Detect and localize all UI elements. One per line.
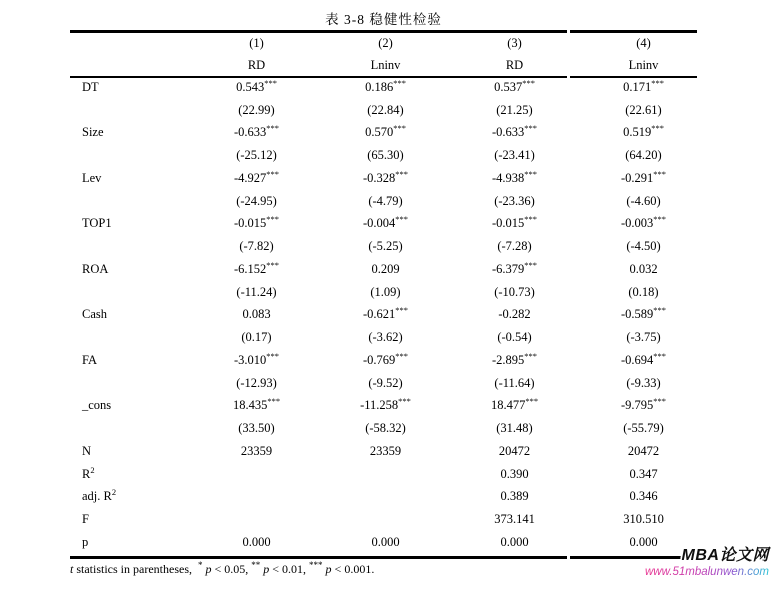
stat-cell: 23359: [240, 443, 273, 458]
significance-stars: **: [251, 560, 261, 570]
tstat-cell: (21.25): [496, 102, 533, 117]
tstat-cell: (-4.79): [368, 193, 403, 208]
column-number: (1): [249, 35, 264, 50]
stat-cell: 20472: [498, 443, 531, 458]
row-label-empty: [70, 144, 192, 167]
coefficient-cell: -6.152***: [233, 259, 280, 276]
p-symbol: p: [325, 562, 332, 576]
dependent-variable-row: [70, 54, 708, 76]
tstat-cell: (64.20): [625, 148, 662, 163]
tstat-cell: (22.84): [367, 102, 404, 117]
tstat-cell: (-11.24): [236, 284, 277, 299]
tstat-cell: (-4.50): [626, 239, 661, 254]
footnote-text: statistics in parentheses,: [73, 562, 198, 576]
stat-cell: 310.510: [623, 512, 664, 527]
table-title: 表 3-8 稳健性检验: [325, 12, 442, 27]
coefficient-row: [70, 304, 708, 327]
row-label: p: [82, 534, 89, 549]
tstat-cell: (-24.95): [236, 193, 277, 208]
tstat-cell: (-3.75): [626, 330, 661, 345]
stat-cell: [192, 463, 321, 486]
tstat-cell: (-12.93): [236, 375, 277, 390]
tstat-cell: (-9.52): [368, 375, 403, 390]
stat-cell: 0.000: [242, 534, 271, 549]
coefficient-cell: 0.186***: [365, 77, 406, 94]
row-label: $R^2$: [82, 464, 95, 481]
row-label-empty: [70, 281, 192, 304]
coefficient-cell: -0.004***: [362, 214, 409, 231]
significance-stars: *: [197, 560, 203, 570]
tstat-cell: (22.99): [238, 102, 275, 117]
row-label-empty: [70, 99, 192, 122]
row-label-empty: [70, 326, 192, 349]
stat-row: [70, 440, 708, 463]
stat-cell: 0.000: [371, 534, 400, 549]
coefficient-row: [70, 395, 708, 418]
coefficient-row: [70, 122, 708, 145]
coefficient-cell: -0.769***: [362, 350, 409, 367]
coefficient-cell: 0.537***: [494, 77, 535, 94]
coefficient-cell: 0.543***: [236, 77, 277, 94]
tstat-cell: (-0.54): [497, 330, 532, 345]
tstat-cell: (-25.12): [236, 148, 277, 163]
row-label-empty: [70, 235, 192, 258]
footnote-text: < 0.01,: [269, 562, 310, 576]
tstat-cell: (1.09): [370, 284, 401, 299]
footnote-text: < 0.001.: [331, 562, 375, 576]
tstat-cell: (33.50): [238, 421, 275, 436]
coefficient-cell: -0.633***: [491, 123, 538, 140]
coefficient-cell: -9.795***: [620, 396, 667, 413]
column-number-row: [70, 32, 708, 54]
row-label: ROA: [82, 261, 109, 276]
coefficient-row: [70, 167, 708, 190]
row-label: Lev: [82, 170, 102, 185]
stat-cell: [192, 486, 321, 509]
coefficient-row: [70, 258, 708, 281]
coefficient-cell: 18.435***: [232, 396, 281, 413]
p-symbol: p: [263, 562, 270, 576]
tstat-row: [70, 99, 708, 122]
row-label: Size: [82, 125, 104, 140]
stat-cell: 0.000: [500, 534, 529, 549]
stat-cell: 0.347: [629, 466, 658, 481]
row-label: adj. $R^2$: [82, 487, 117, 504]
tstat-row: [70, 417, 708, 440]
tstat-row: [70, 281, 708, 304]
tstat-cell: (-55.79): [623, 421, 664, 436]
coefficient-cell: -0.328***: [362, 168, 409, 185]
dep-var-label: RD: [247, 57, 266, 72]
coefficient-cell: -0.015***: [491, 214, 538, 231]
p-symbol: p: [205, 562, 212, 576]
coefficient-row: [70, 76, 708, 99]
row-label-header: [70, 54, 192, 76]
tstat-cell: (65.30): [367, 148, 404, 163]
dep-var-label: Lninv: [370, 57, 401, 72]
coefficient-cell: 0.083: [242, 307, 271, 322]
tstat-row: [70, 144, 708, 167]
row-label: FA: [82, 352, 98, 367]
stat-cell: [192, 508, 321, 531]
coefficient-cell: -0.621***: [362, 305, 409, 322]
column-number: (4): [636, 35, 651, 50]
coefficient-cell: -0.633***: [233, 123, 280, 140]
coefficient-cell: -0.015***: [233, 214, 280, 231]
coefficient-cell: 0.519***: [623, 123, 664, 140]
coefficient-cell: -4.927***: [233, 168, 280, 185]
tstat-row: [70, 235, 708, 258]
tstat-row: [70, 326, 708, 349]
tstat-cell: (-23.41): [494, 148, 535, 163]
dep-var-label: RD: [505, 57, 524, 72]
tstat-row: [70, 190, 708, 213]
stat-cell: [321, 508, 450, 531]
rule-column-break: [567, 75, 570, 79]
tstat-cell: (0.18): [628, 284, 659, 299]
stat-row: [70, 508, 708, 531]
tstat-cell: (-9.33): [626, 375, 661, 390]
row-label: F: [82, 512, 89, 527]
tstat-cell: (31.48): [496, 421, 533, 436]
row-label-empty: [70, 372, 192, 395]
coefficient-cell: 0.570***: [365, 123, 406, 140]
tstat-cell: (-23.36): [494, 193, 535, 208]
coefficient-cell: -11.258***: [360, 396, 411, 413]
coefficient-cell: -0.282: [498, 307, 531, 322]
table-footnote: [70, 562, 374, 577]
column-number: (3): [507, 35, 522, 50]
coefficient-cell: -0.291***: [620, 168, 667, 185]
regression-table: [70, 32, 708, 554]
row-label: TOP1: [82, 216, 112, 231]
watermark: [645, 547, 769, 580]
footnote-text: < 0.05,: [211, 562, 252, 576]
tstat-cell: (-5.25): [368, 239, 403, 254]
tstat-cell: (-11.64): [494, 375, 535, 390]
stat-cell: 0.000: [629, 534, 658, 549]
rule-column-break: [567, 555, 570, 560]
table-bottom-rule: [70, 556, 697, 559]
coefficient-cell: -0.694***: [620, 350, 667, 367]
coefficient-cell: -0.003***: [620, 214, 667, 231]
coefficient-cell: 0.171***: [623, 77, 664, 94]
stat-cell: [321, 486, 450, 509]
coefficient-cell: -0.589***: [620, 305, 667, 322]
stat-cell: [321, 463, 450, 486]
stat-row: [70, 463, 708, 486]
stat-cell: 0.346: [629, 489, 658, 504]
row-label-header: [70, 32, 192, 54]
coefficient-cell: 0.032: [629, 261, 658, 276]
stat-cell: 0.389: [500, 489, 529, 504]
tstat-cell: (0.17): [241, 330, 272, 345]
stat-cell: 0.390: [500, 466, 529, 481]
coefficient-cell: 0.209: [371, 261, 400, 276]
tstat-cell: (22.61): [625, 102, 662, 117]
stat-row: [70, 486, 708, 509]
significance-stars: ***: [309, 560, 323, 570]
coefficient-row: [70, 213, 708, 236]
t-symbol: t: [70, 562, 74, 576]
tstat-cell: (-3.62): [368, 330, 403, 345]
table-header: [70, 32, 708, 76]
row-label: DT: [82, 79, 99, 94]
column-number: (2): [378, 35, 393, 50]
tstat-cell: (-7.28): [497, 239, 532, 254]
tstat-cell: (-10.73): [494, 284, 535, 299]
coefficient-cell: -4.938***: [491, 168, 538, 185]
coefficient-cell: -2.895***: [491, 350, 538, 367]
coefficient-cell: -6.379***: [491, 259, 538, 276]
coefficient-cell: 18.477***: [490, 396, 539, 413]
row-label: N: [82, 443, 92, 458]
tstat-cell: (-4.60): [626, 193, 661, 208]
row-label: Cash: [82, 307, 107, 322]
tstat-cell: (-58.32): [365, 421, 406, 436]
stat-row: [70, 531, 708, 554]
stat-cell: 23359: [369, 443, 402, 458]
watermark-url: www.51mbalunwen.com: [644, 566, 769, 578]
table-header-rule: [70, 76, 697, 78]
coefficient-cell: -3.010***: [233, 350, 280, 367]
table-body: [70, 76, 708, 554]
dep-var-label: Lninv: [628, 57, 659, 72]
coefficient-row: [70, 349, 708, 372]
stat-cell: 373.141: [494, 512, 535, 527]
row-label-empty: [70, 417, 192, 440]
row-label-empty: [70, 190, 192, 213]
watermark-brand: MBA论文网: [681, 547, 769, 564]
stat-cell: 20472: [627, 443, 660, 458]
row-label: _cons: [82, 398, 112, 413]
tstat-row: [70, 372, 708, 395]
tstat-cell: (-7.82): [239, 239, 274, 254]
